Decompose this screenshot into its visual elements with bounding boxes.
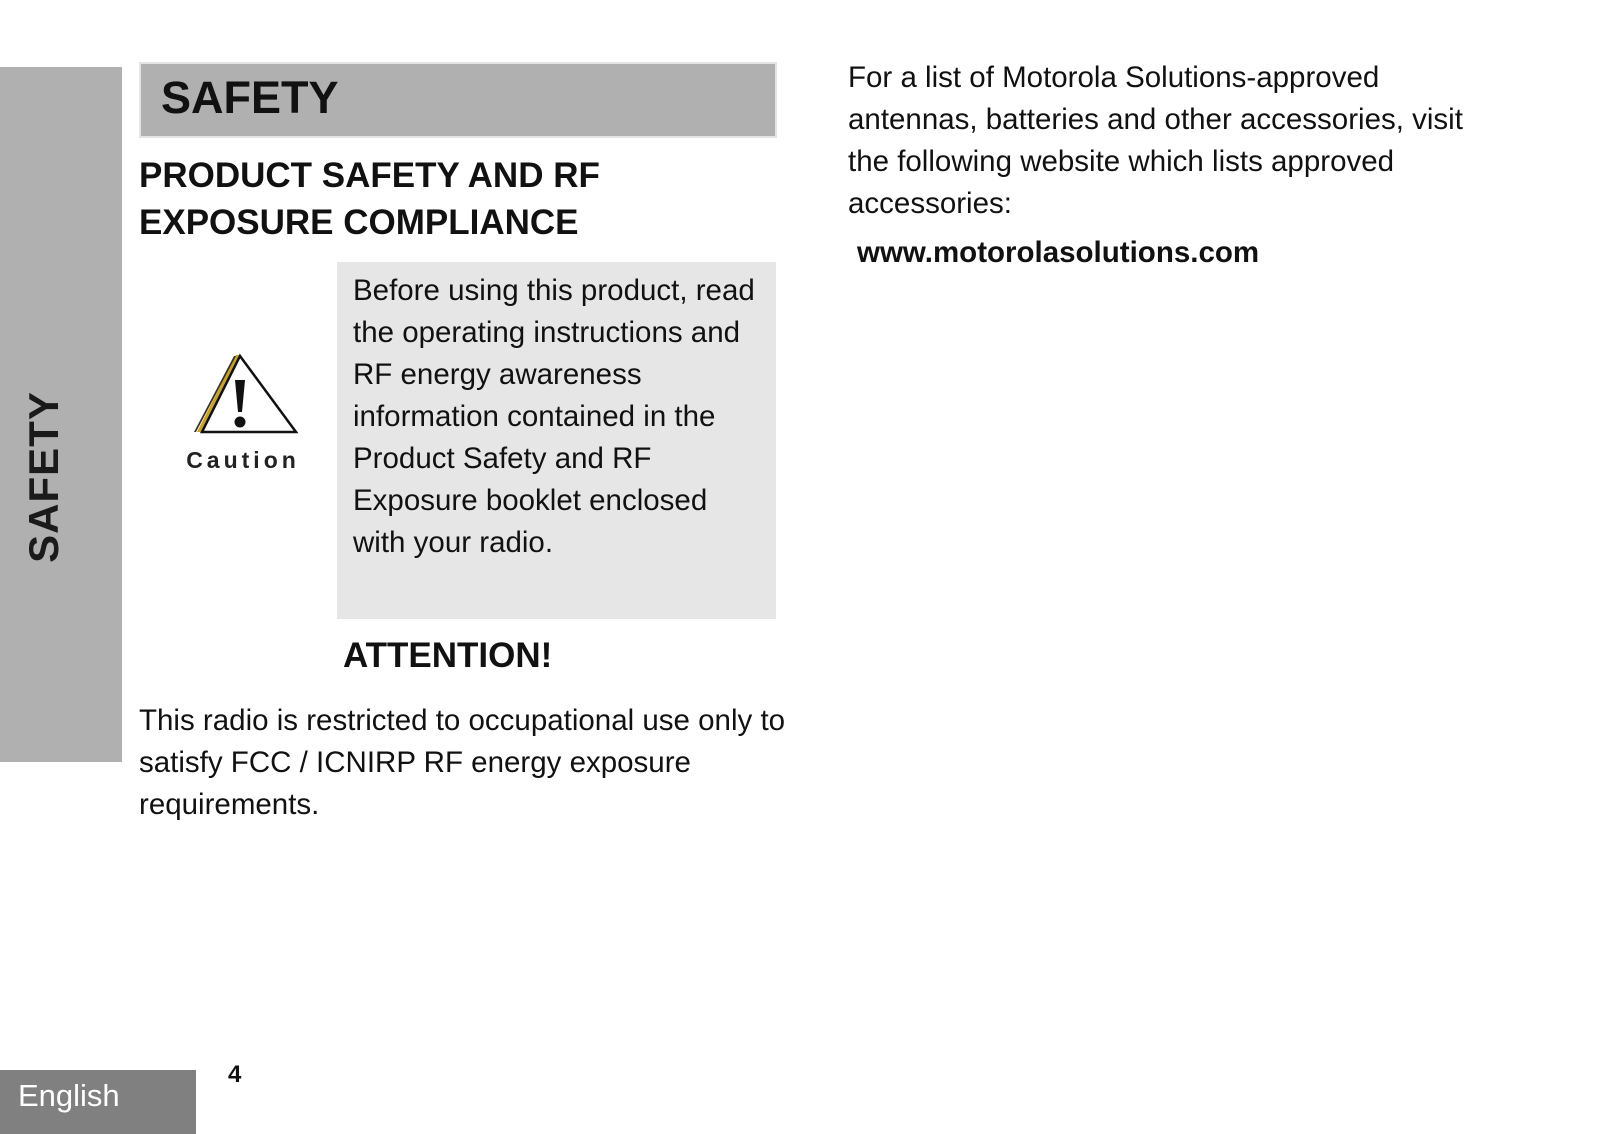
section-title: SAFETY bbox=[161, 72, 339, 123]
subheading: PRODUCT SAFETY AND RF EXPOSURE COMPLIANCE bbox=[139, 156, 600, 242]
restriction-text: This radio is restricted to occupational use only to satisfy FCC / ICNIRP RF energy exposure requirements. bbox=[139, 704, 786, 821]
caution-triangle-icon bbox=[190, 350, 302, 440]
caution-text: Before using this product, read the operating instructions and RF energy awareness information contained in the Product Safety and RF Exposure booklet enclosed with your radio. bbox=[353, 274, 755, 559]
side-section-tab bbox=[0, 67, 122, 762]
language-label: English bbox=[18, 1078, 120, 1113]
website-url: www.motorolasolutions.com bbox=[857, 236, 1260, 269]
attention-heading: ATTENTION! bbox=[343, 636, 553, 675]
language-tab bbox=[0, 1070, 196, 1134]
accessories-text: For a list of Motorola Solutions-approved antennas, batteries and other accessories, visit the following website which lists approved accessories: bbox=[848, 61, 1463, 220]
page-number: 4 bbox=[228, 1061, 242, 1088]
side-tab-label: SAFETY bbox=[20, 391, 67, 563]
section-header bbox=[139, 62, 777, 138]
caution-label: Caution bbox=[186, 447, 300, 473]
caution-box bbox=[337, 262, 776, 619]
